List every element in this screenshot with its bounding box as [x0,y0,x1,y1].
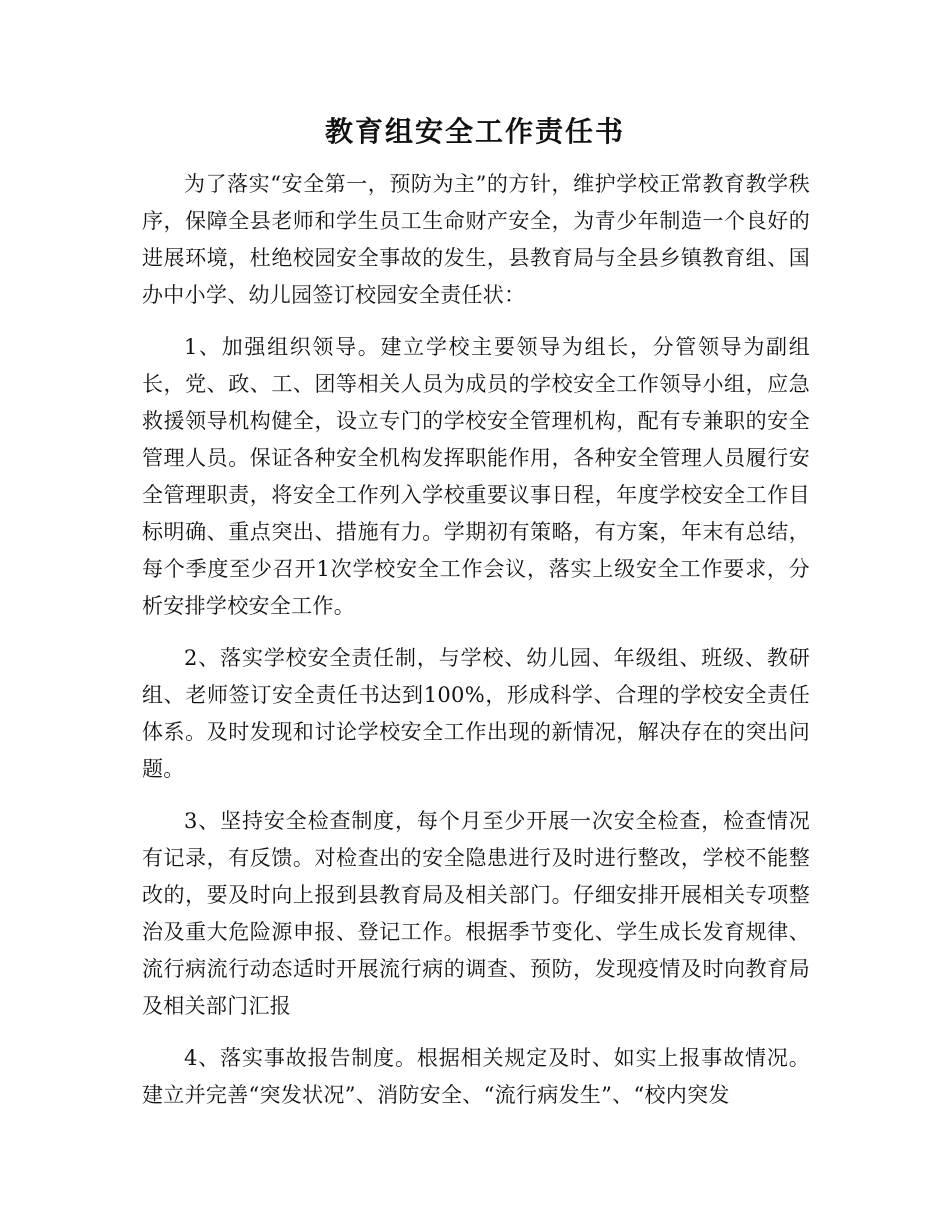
document-title: 教育组安全工作责任书 [324,115,625,148]
clause-3-paragraph: 3、坚持安全检查制度，每个月至少开展一次安全检查，检查情况有记录，有反馈。对检查出的安全隐患进行及时进行整改，学校不能整改的，要及时向上报到县教育局及相关部门。仔细安排开展相关专项整治及重大危险源申报、登记工作。根据季节变化、学生成长发育规律、流行病流行动态适时开展流行病的调查、预防，发现疫情及时向教育局及相关部门汇报 [142,809,810,1018]
document-body [142,166,810,1129]
clause-2-paragraph: 2、落实学校安全责任制，与学校、幼儿园、年级组、班级、教研组、老师签订安全责任书达到100%，形成科学、合理的学校安全责任体系。及时发现和讨论学校安全工作出现的新情况，解决存在的突出问题。 [142,646,810,781]
clause-4-paragraph: 4、落实事故报告制度。根据相关规定及时、如实上报事故情况。建立并完善“突发状况”、消防安全、“流行病发生”、“校内突发 [142,1046,810,1107]
intro-paragraph: 为了落实“安全第一，预防为主”的方针，维护学校正常教育教学秩序，保障全县老师和学生员工生命财产安全，为青少年制造一个良好的进展环境，杜绝校园安全事故的发生，县教育局与全县乡镇教育组、国办中小学、幼儿园签订校园安全责任状： [142,172,810,307]
clause-1-paragraph: 1、加强组织领导。建立学校主要领导为组长，分管领导为副组长，党、政、工、团等相关人员为成员的学校安全工作领导小组，应急救援领导机构健全，设立专门的学校安全管理机构，配有专兼职的安全管理人员。保证各种安全机构发挥职能作用，各种安全管理人员履行安全管理职责，将安全工作列入学校重要议事日程，年度学校安全工作目标明确、重点突出、措施有力。学期初有策略，有方案，年末有总结，每个季度至少召开1次学校安全工作会议，落实上级安全工作要求，分析安排学校安全工作。 [142,335,810,618]
